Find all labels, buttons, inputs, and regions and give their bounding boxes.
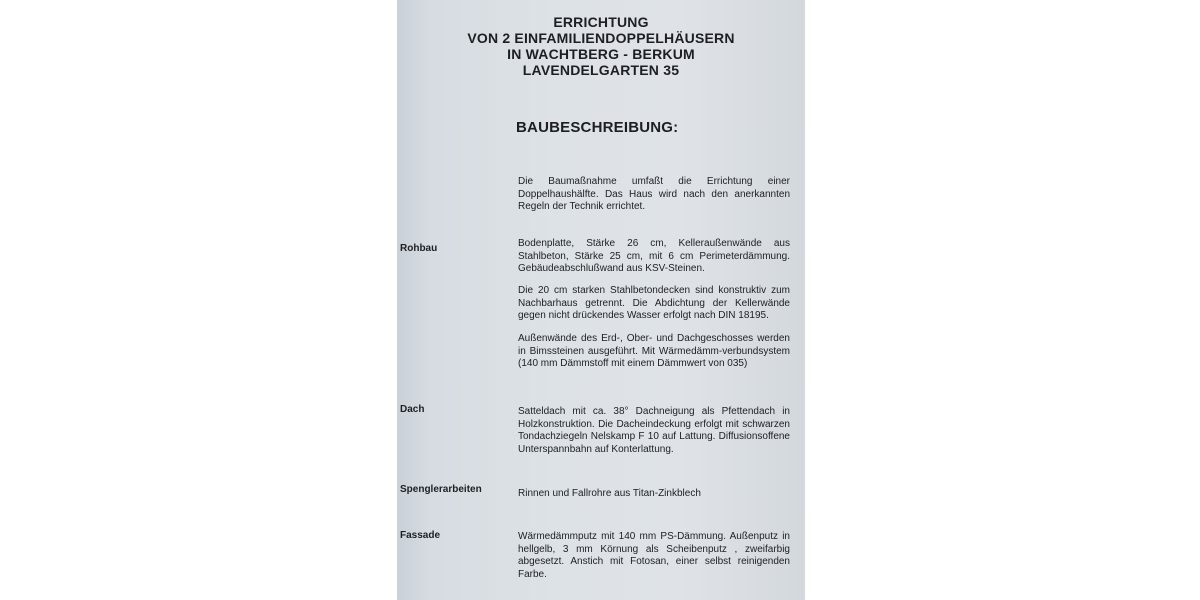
label-dach: Dach (400, 404, 425, 415)
title-line-4: LAVENDELGARTEN 35 (522, 62, 680, 78)
document-page (397, 0, 805, 600)
title-line-2: VON 2 EINFAMILIENDOPPELHÄUSERN (467, 30, 735, 46)
fassade-paragraph: Wärmedämmputz mit 140 mm PS-Dämmung. Außenputz in hellgelb, 3 mm Körnung als Scheibenputz , zweifarbig abgesetzt. Anstich mit Fotosan, einer selbst reinigenden Farbe. (518, 531, 790, 580)
rohbau-paragraph-2: Die 20 cm starken Stahlbetondecken sind konstruktiv zum Nachbarhaus getrennt. Die Abdichtung der Kellerwände gegen nicht drückendes Wasser erfolgt nach DIN 18195. (518, 285, 790, 321)
label-rohbau: Rohbau (400, 243, 438, 254)
document-title (397, 14, 805, 78)
label-fassade: Fassade (400, 530, 441, 541)
label-spenglerarbeiten: Spenglerarbeiten (400, 484, 482, 495)
rohbau-paragraph-3: Außenwände des Erd-, Ober- und Dachgeschosses werden in Bimssteinen ausgeführt. Mit Wärmedämm-verbundsystem (140 mm Dämmstoff mit einem Dämmwert von 035) (518, 333, 790, 369)
spengler-paragraph: Rinnen und Fallrohre aus Titan-Zinkblech (518, 488, 701, 499)
intro-paragraph: Die Baumaßnahme umfaßt die Errichtung einer Doppelhaushälfte. Das Haus wird nach den anerkannten Regeln der Technik errichtet. (518, 176, 790, 212)
title-line-1: ERRICHTUNG (553, 14, 649, 30)
title-line-3: IN WACHTBERG - BERKUM (507, 46, 695, 62)
dach-paragraph: Satteldach mit ca. 38° Dachneigung als Pfettendach in Holzkonstruktion. Die Dacheindeckung erfolgt mit schwarzen Tondachziegeln Nelskamp F 10 auf Lattung. Diffusionsoffene Unterspannbahn auf Konterlattung. (518, 406, 790, 455)
rohbau-paragraph-1: Bodenplatte, Stärke 26 cm, Kelleraußenwände aus Stahlbeton, Stärke 25 cm, mit 6 cm Perimeterdämmung. Gebäudeabschlußwand aus KSV-Steinen. (518, 238, 790, 274)
section-heading: BAUBESCHREIBUNG: (516, 119, 679, 136)
